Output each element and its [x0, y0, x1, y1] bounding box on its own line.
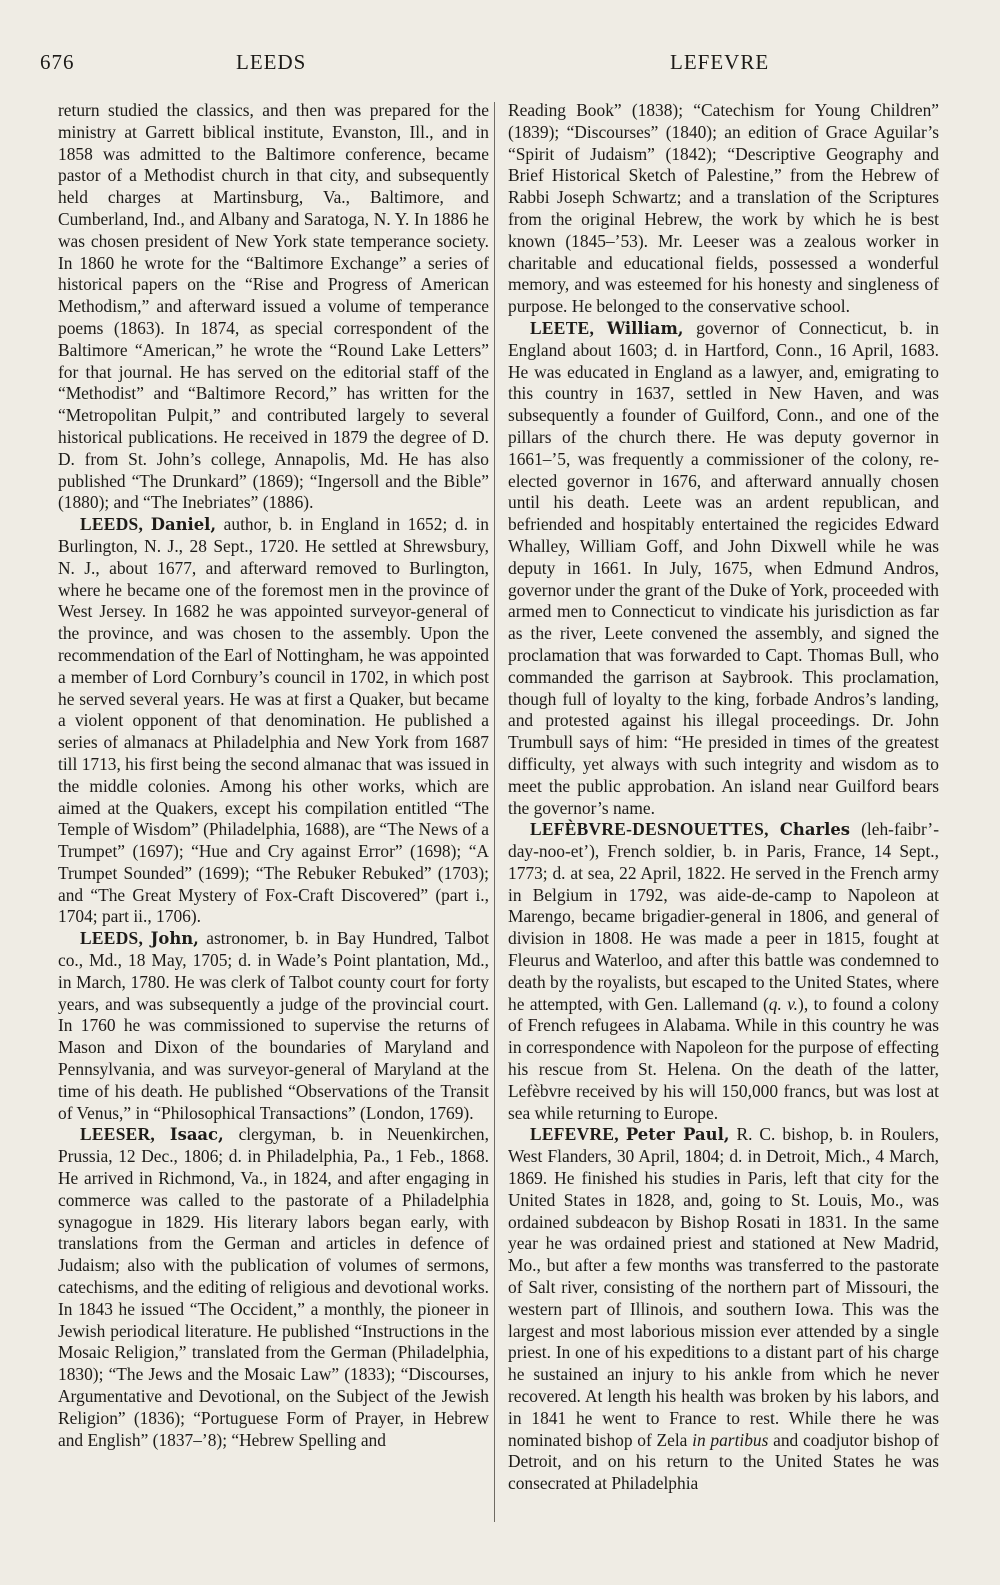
entry-leeds-john — [58, 928, 489, 1124]
left-column — [58, 100, 489, 1451]
page-number: 676 — [40, 50, 75, 74]
entry-text-cont: and coadjutor bishop of Detroit, and on his return to the United States he was consecrated at Philadelphia — [508, 1429, 940, 1494]
entry-name: LEESER, Isaac, — [80, 1124, 224, 1145]
entry-lefebvre-desnouettes-charles — [508, 819, 939, 1124]
entry-leeser-isaac — [58, 1124, 489, 1451]
entry-name: LEETE, William, — [530, 317, 684, 338]
entry-text: author, b. in England in 1652; d. in Burlington, N. J., 28 Sept., 1720. He settled at Shrewsbury, N. J., about 1677, and afterward removed to Burlington, where he became one of the foremost men in the province of West Jersey. In 1682 he was appointed surveyor-general of the province, and was chosen to the assembly. Upon the recommendation of the Earl of Nottingham, he was appointed a member of Lord Cornbury’s council in 1702, in which post he served several years. He was at first a Quaker, but became a violent opponent of that denomination. He published a series of almanacs at Philadelphia and New York from 1687 till 1713, his first being the second almanac that was issued in the middle colonies. Among his other works, which are aimed at the Quakers, except his compilation entitled “The Temple of Wisdom” (Philadelphia, 1688), are “The News of a Trumpet” (1697); “Hue and Cry against Error” (1698); “A Trumpet Sounded” (1699); “The Rebuker Rebuked” (1703); and “The Great Mystery of Fox-Craft Discovered” (part i., 1704; part ii., 1706). — [58, 514, 489, 927]
entry-text-cont: ), to found a colony of French refugees in Alabama. While in this country he was in correspondence with Napoleon for the purpose of effecting his rescue from St. Helena. On the death of the latter, Lefèbvre received by his will 150,000 francs, but was lost at sea while returning to Europe. — [508, 993, 939, 1123]
entry-leete-william — [508, 318, 939, 819]
continued-entry: return studied the classics, and then was prepared for the ministry at Garrett biblical institute, Evanston, Ill., and in 1858 was admitted to the Baltimore conference, became pastor of a Methodist church in that city, and subsequently held charges at Martinsburg, Va., Baltimore, and Cumberland, Ind., and Albany and Saratoga, N. Y. In 1886 he was chosen president of New York state temperance society. In 1860 he wrote for the “Baltimore Exchange” a series of historical papers on the “Rise and Progress of American Methodism,” and afterward issued a volume of temperance poems (1863). In 1874, as special correspondent of the Baltimore “American,” he wrote the “Round Lake Letters” for that journal. He has served on the editorial staff of the “Methodist” and “Baltimore Record,” has written for the “Metropolitan Pulpit,” and contributed largely to several historical publications. He received in 1879 the degree of D. D. from St. John’s college, Annapolis, Md. He has also published “The Drunkard” (1869); “Ingersoll and the Bible” (1880); and “The Inebriates” (1886). — [58, 100, 489, 513]
entry-name: LEFEVRE, Peter Paul, — [530, 1124, 730, 1145]
entry-name: LEFÈBVRE-DESNOUETTES, Charles — [530, 819, 850, 840]
entry-name: LEEDS, John, — [80, 928, 199, 949]
entry-name: LEEDS, Daniel, — [80, 514, 217, 535]
entry-lefevre-peter-paul — [508, 1124, 939, 1495]
cross-reference: q. v. — [768, 993, 799, 1014]
latin-phrase: in partibus — [692, 1429, 769, 1450]
entry-text: clergyman, b. in Neuenkirchen, Prussia, 12 Dec., 1806; d. in Philadelphia, Pa., 1 Feb., 1868. He arrived in Richmond, Va., in 1824, and after engaging in commerce was called to the pastorate of a Philadelphia synagogue in 1829. His literary labors began early, with translations from the German and articles in defence of Judaism; also with the publication of volumes of sermons, catechisms, and the editing of religious and devotional works. In 1843 he issued “The Occident,” a monthly, the pioneer in Jewish periodical literature. He published “Instructions in the Mosaic Religion,” translated from the German (Philadelphia, 1830); “The Jews and the Mosaic Law” (1833); “Discourses, Argumentative and Devotional, on the Subject of the Jewish Religion” (1836); “Portuguese Form of Prayer, in Hebrew and English” (1837–’8); “Hebrew Spelling and — [58, 1124, 489, 1450]
continued-entry: Reading Book” (1838); “Catechism for Young Children” (1839); “Discourses” (1840); an edition of Grace Aguilar’s “Spirit of Judaism” (1842); “Descriptive Geography and Brief Historical Sketch of Palestine,” from the Hebrew of Rabbi Joseph Schwartz; and a translation of the Scriptures from the original Hebrew, the work by which he is best known (1845–’53). Mr. Leeser was a zealous worker in charitable and educational fields, possessed a wonderful memory, and was esteemed for his honesty and singleness of purpose. He belonged to the conservative school. — [508, 100, 939, 317]
running-head-left: LEEDS — [236, 50, 307, 74]
entry-leeds-daniel — [58, 514, 489, 928]
entry-text: R. C. bishop, b. in Roulers, West Flanders, 30 April, 1804; d. in Detroit, Mich., 4 March, 1869. He finished his studies in Paris, left that city for the United States in 1828, and, going to St. Louis, Mo., was ordained subdeacon by Bishop Rosati in 1831. In the same year he was ordained priest and stationed at New Madrid, Mo., but after a few months was transferred to the pastorate of Salt river, consisting of the northern part of Missouri, the western part of Illinois, and southern Iowa. This was the largest and most laborious mission ever attended by a single priest. In one of his expeditions to a distant part of his charge he sustained an injury to his ankle from which he never recovered. At length his health was broken by his labors, and in 1841 he went to France to rest. While there he was nominated bishop of Zela — [508, 1124, 939, 1450]
right-column — [508, 100, 939, 1495]
entry-text: astronomer, b. in Bay Hundred, Talbot co., Md., 18 May, 1705; d. in Wade’s Point plantation, Md., in March, 1780. He was clerk of Talbot county court for forty years, and was subsequently a judge of the provincial court. In 1760 he was commissioned to supervise the returns of Mason and Dixon of the boundaries of Maryland and Pennsylvania, and was surveyor-general of Maryland at the time of his death. He published “Observations of the Transit of Venus,” in “Philosophical Transactions” (London, 1769). — [58, 928, 489, 1123]
entry-text: (leh-faibr’-day-noo-et’), French soldier, b. in Paris, France, 14 Sept., 1773; d. at sea, 22 April, 1822. He served in the French army in Belgium in 1792, was aide-de-camp to Napoleon at Marengo, became brigadier-general in 1806, and general of division in 1808. He was made a peer in 1815, fought at Fleurus and Waterloo, and after this battle was condemned to death by the royalists, but escaped to the United States, where he attempted, with Gen. Lallemand ( — [508, 819, 939, 1014]
column-divider — [494, 102, 495, 1522]
entry-text: governor of Connecticut, b. in England about 1603; d. in Hartford, Conn., 16 April, 1683. He was educated in England as a lawyer, and, emigrating to this country in 1637, settled in New Haven, and was subsequently a founder of Guilford, Conn., and one of the pillars of the church there. He was deputy governor in 1661–’5, was frequently a commissioner of the colony, re-elected governor in 1676, and afterward annually chosen until his death. Leete was an ardent republican, and befriended and hospitably entertained the regicides Edward Whalley, William Goff, and John Dixwell while he was deputy in 1661. In July, 1675, when Edmund Andros, governor under the grant of the Duke of York, proceeded with armed men to Connecticut to vindicate his jurisdiction as far as the river, Leete convened the assembly, and signed the proclamation that was forwarded to Capt. Thomas Bull, who commanded the garrison at Saybrook. This proclamation, though full of loyalty to the king, forbade Andros’s landing, and protested against his illegal proceedings. Dr. John Trumbull says of him: “He presided in times of the greatest difficulty, yet always with such integrity and wisdom as to meet the public approbation. An island near Guilford bears the governor’s name. — [508, 317, 939, 818]
running-head-right: LEFEVRE — [670, 50, 770, 74]
